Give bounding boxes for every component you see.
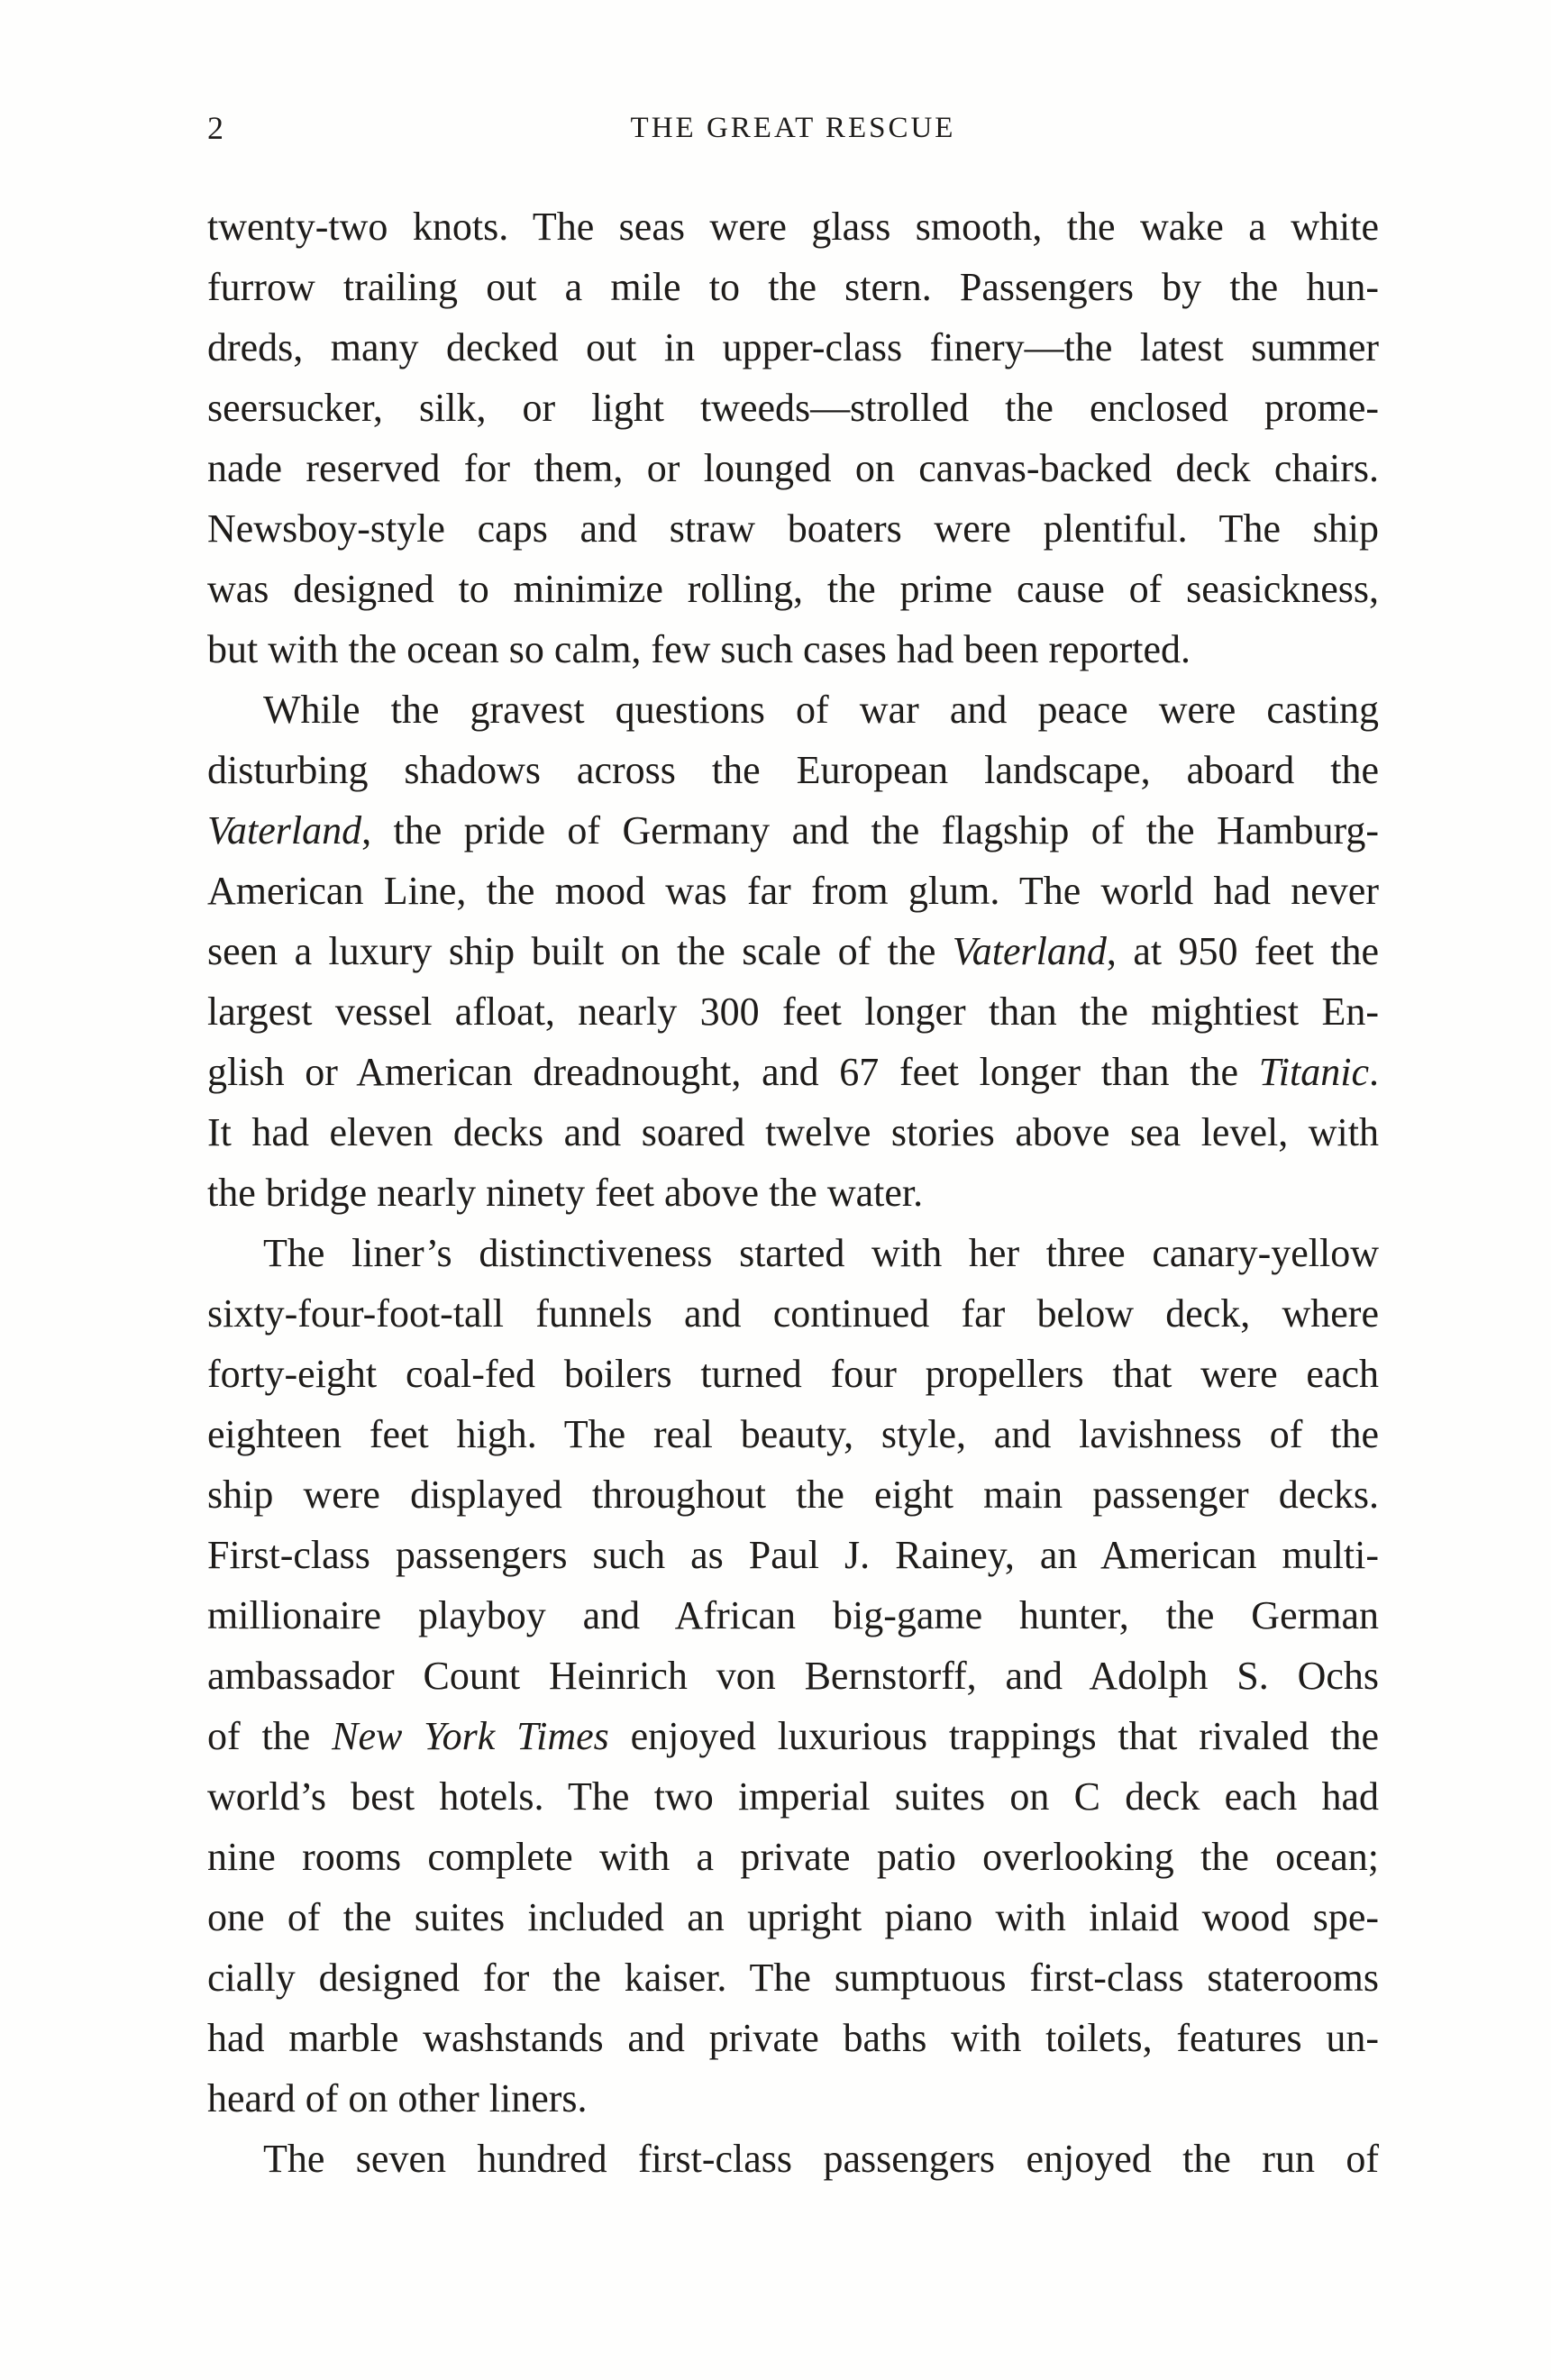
text-line: ship were displayed throughout the eight main passenger decks.	[207, 1473, 1379, 1517]
text-line: dreds, many decked out in upper-class finery—the latest summer	[207, 325, 1379, 369]
text-line: heard of on other liners.	[207, 2076, 588, 2120]
text-line	[207, 921, 1379, 981]
text-line: American Line, the mood was far from glum. The world had never	[207, 869, 1379, 913]
text-line: had marble washstands and private baths with toilets, features un-	[207, 2016, 1379, 2060]
text-line: sixty-four-foot-tall funnels and continued far below deck, where	[207, 1291, 1379, 1336]
text-line: Newsboy-style caps and straw boaters were plentiful. The ship	[207, 506, 1379, 551]
text-segment: enjoyed luxurious trappings that rivaled the	[608, 1714, 1380, 1758]
text-line: seersucker, silk, or light tweeds—strolled the enclosed prome-	[207, 386, 1379, 430]
text-line: but with the ocean so calm, few such cases had been reported.	[207, 627, 1191, 671]
text-line: While the gravest questions of war and peace were casting	[263, 688, 1379, 732]
text-line: nade reserved for them, or lounged on canvas-backed deck chairs.	[207, 446, 1379, 490]
text-segment: glish or American dreadnought, and 67 feet longer than the	[207, 1050, 1259, 1094]
text-line	[207, 1706, 1379, 1766]
paragraph	[207, 679, 1379, 1223]
text-line: cially designed for the kaiser. The sumptuous first-class staterooms	[207, 1956, 1379, 2000]
italic-title: New York Times	[332, 1714, 609, 1758]
text-line: eighteen feet high. The real beauty, style, and lavishness of the	[207, 1412, 1379, 1456]
text-line: disturbing shadows across the European landscape, aboard the	[207, 748, 1379, 792]
text-line: ambassador Count Heinrich von Bernstorff, and Adolph S. Ochs	[207, 1654, 1379, 1698]
text-line: The liner’s distinctiveness started with her three canary-yellow	[263, 1231, 1379, 1275]
text-line: twenty-two knots. The seas were glass smooth, the wake a white	[207, 205, 1379, 249]
text-segment: .	[1369, 1050, 1379, 1094]
paragraph	[207, 2129, 1379, 2189]
text-line: the bridge nearly ninety feet above the water.	[207, 1171, 924, 1215]
text-segment: seen a luxury ship built on the scale of the	[207, 929, 953, 973]
text-line: The seven hundred first-class passengers enjoyed the run of	[263, 2137, 1379, 2181]
text-segment: , at 950 feet the	[1106, 929, 1379, 973]
text-line: First-class passengers such as Paul J. Rainey, an American multi-	[207, 1533, 1379, 1577]
running-head	[207, 106, 1379, 150]
text-segment: of the	[207, 1714, 333, 1758]
text-line: was designed to minimize rolling, the prime cause of seasickness,	[207, 567, 1379, 611]
body-text	[207, 196, 1379, 2189]
paragraph	[207, 196, 1379, 679]
italic-title: Titanic	[1258, 1050, 1369, 1094]
text-line: one of the suites included an upright piano with inlaid wood spe-	[207, 1895, 1379, 1939]
text-line: It had eleven decks and soared twelve stories above sea level, with	[207, 1110, 1379, 1154]
text-segment: , the pride of Germany and the flagship of the Hamburg-	[361, 808, 1379, 853]
book-title: THE GREAT RESCUE	[630, 112, 956, 144]
text-line: world’s best hotels. The two imperial suites on C deck each had	[207, 1774, 1379, 1819]
text-line: forty-eight coal-fed boilers turned four propellers that were each	[207, 1352, 1379, 1396]
italic-title: Vaterland	[952, 929, 1107, 973]
paragraph	[207, 1223, 1379, 2129]
text-line	[207, 1042, 1379, 1102]
text-line: millionaire playboy and African big-game hunter, the German	[207, 1593, 1379, 1637]
page-number: 2	[207, 110, 224, 146]
text-line	[207, 800, 1379, 861]
italic-title: Vaterland	[207, 808, 362, 853]
text-line: largest vessel afloat, nearly 300 feet longer than the mightiest En-	[207, 989, 1379, 1034]
text-line: furrow trailing out a mile to the stern. Passengers by the hun-	[207, 265, 1379, 309]
text-line: nine rooms complete with a private patio overlooking the ocean;	[207, 1835, 1379, 1879]
